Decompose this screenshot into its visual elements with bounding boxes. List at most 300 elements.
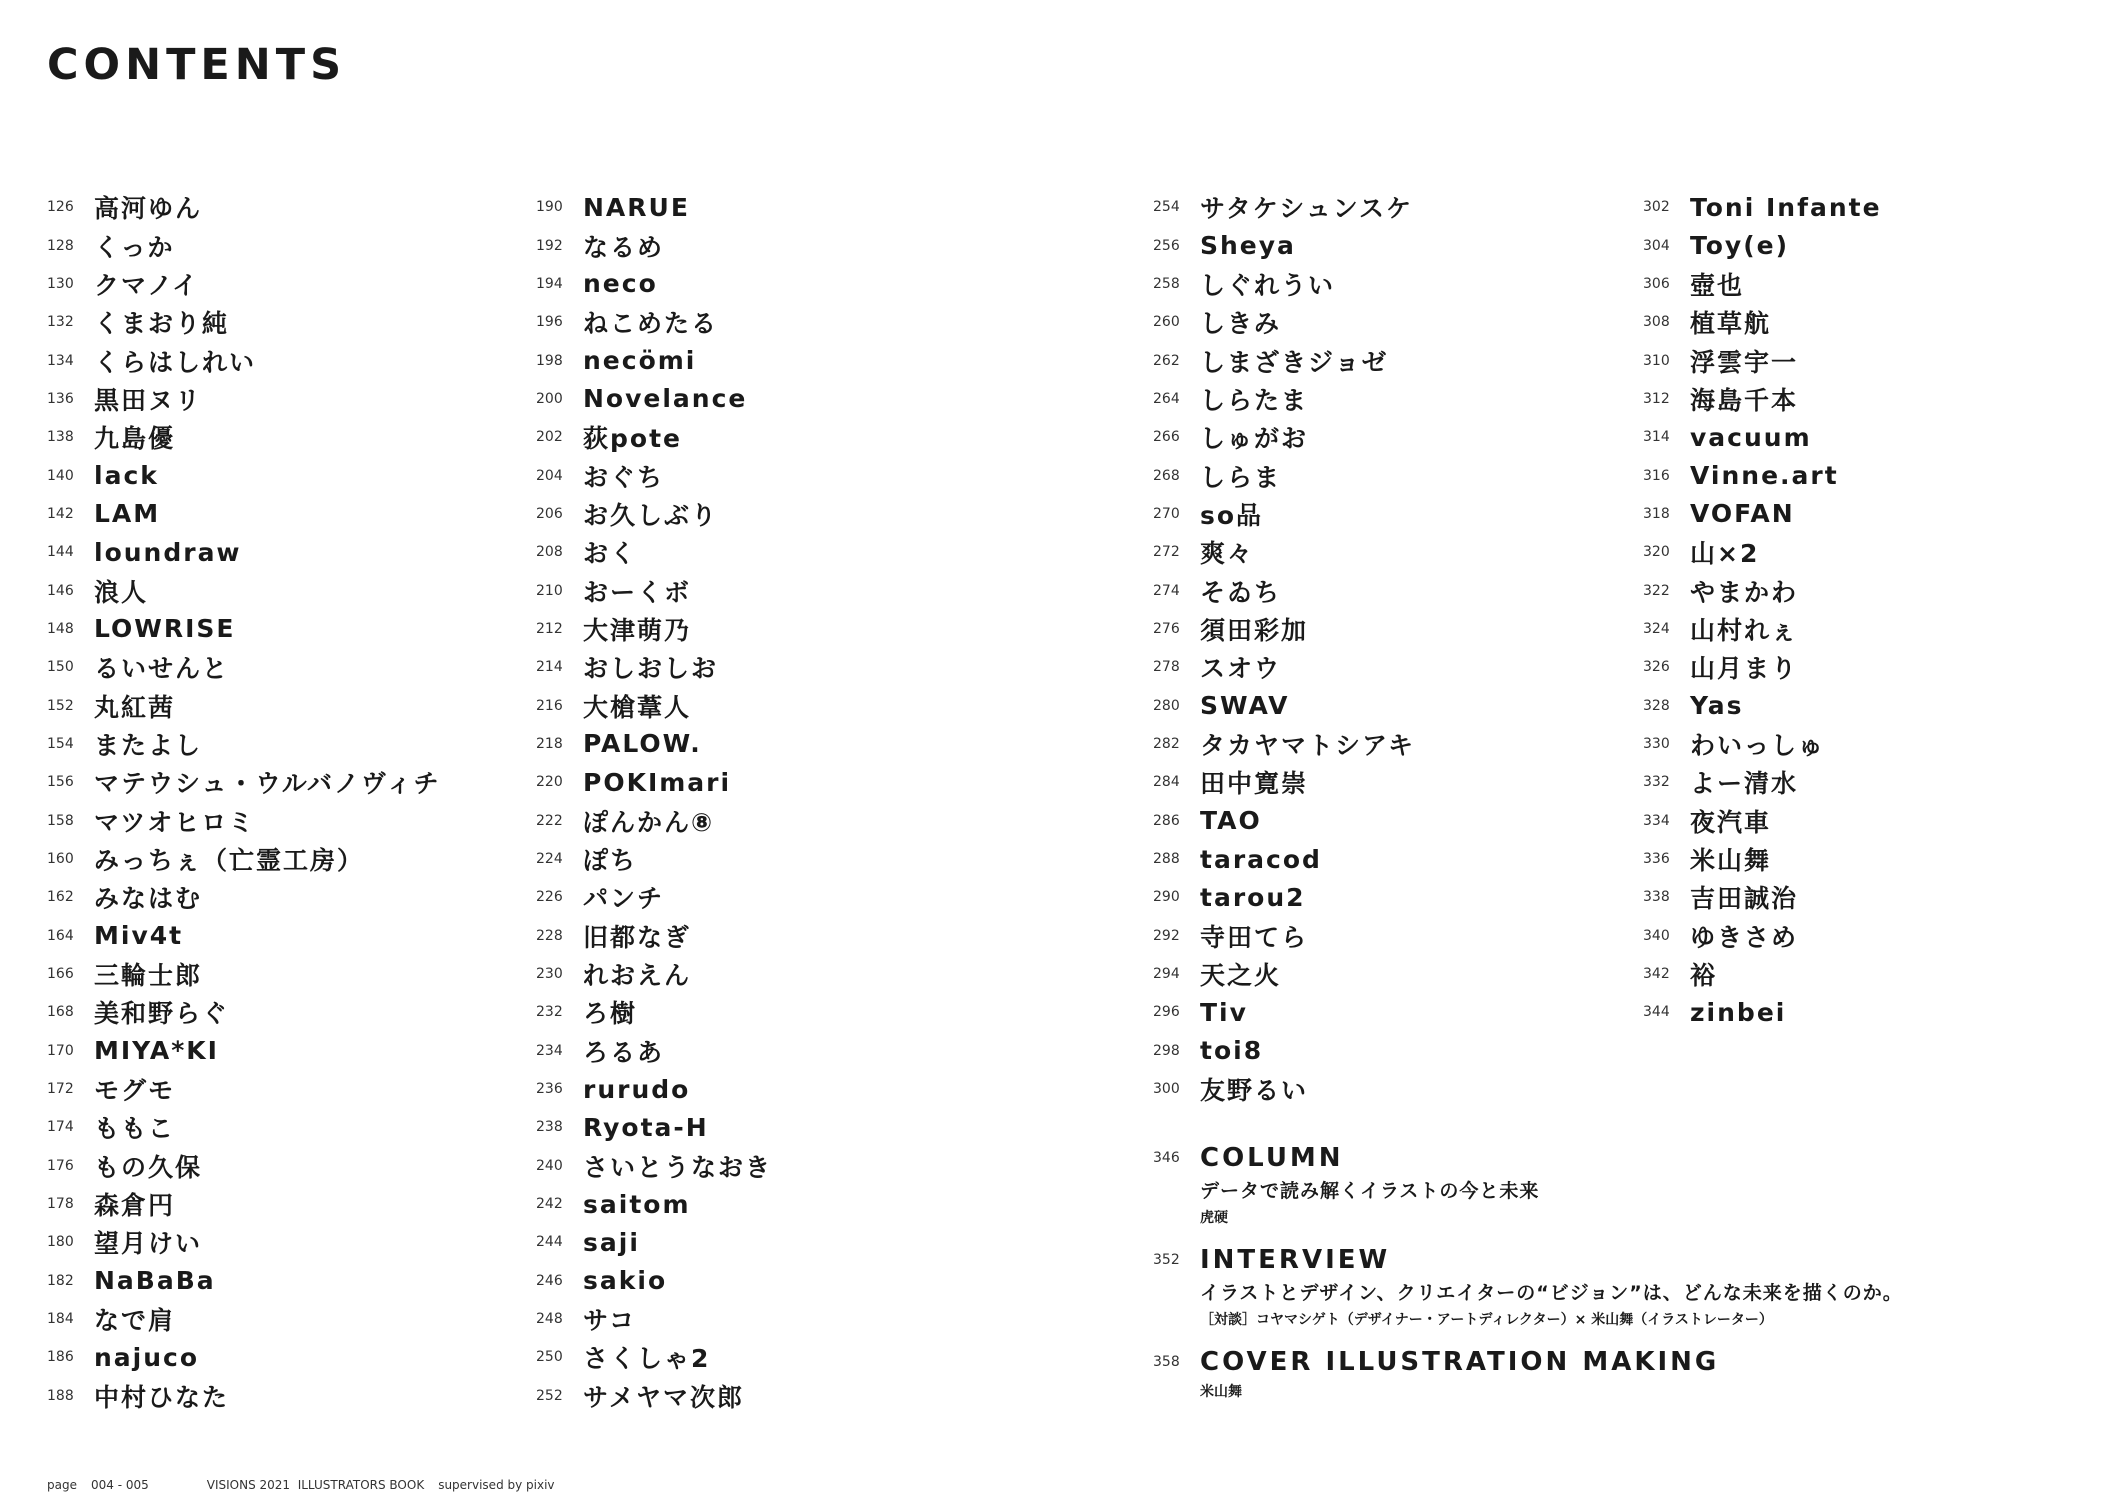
entry-artist-name: スオウ (1200, 654, 1282, 684)
entry-artist-name: 天之火 (1200, 961, 1282, 991)
entry-artist-name: くっか (94, 232, 175, 262)
entry-artist-name: パンチ (583, 884, 665, 914)
entry-artist-name: みなはむ (94, 884, 203, 914)
feature-credit: 虎硬 (1200, 1210, 1228, 1226)
feature-title: COLUMN (1200, 1143, 1344, 1173)
entry-artist-name: 大津萌乃 (583, 615, 692, 645)
contents-entry (1153, 1070, 1415, 1108)
contents-entry (536, 802, 772, 840)
entry-artist-name: rurudo (583, 1074, 691, 1104)
contents-entry (47, 993, 441, 1031)
contents-entry (1643, 341, 1882, 379)
contents-entry (1643, 610, 1882, 648)
entry-artist-name: くまおり純 (94, 309, 230, 339)
entry-artist-name: 森倉円 (94, 1191, 176, 1221)
contents-entry (536, 1147, 772, 1185)
entry-page-number: 230 (536, 966, 563, 983)
entry-artist-name: taracod (1200, 844, 1322, 874)
contents-entry (1643, 763, 1882, 801)
entry-artist-name: るいせんと (94, 654, 230, 684)
entry-page-number: 248 (536, 1311, 563, 1328)
contents-entry (536, 188, 772, 226)
contents-entry (47, 878, 441, 916)
contents-entry (47, 1147, 441, 1185)
entry-artist-name: 山月まり (1690, 654, 1799, 684)
contents-entry (536, 265, 772, 303)
contents-entry (47, 1032, 441, 1070)
entry-artist-name: 九島優 (94, 424, 176, 454)
entry-page-number: 182 (47, 1272, 74, 1289)
contents-entry (47, 341, 441, 379)
entry-artist-name: ろ樹 (583, 999, 638, 1029)
entry-artist-name: ゆきさめ (1690, 922, 1799, 952)
feature-credit: 米山舞 (1200, 1384, 1242, 1400)
entry-page-number: 138 (47, 429, 74, 446)
entry-page-number: 222 (536, 812, 563, 829)
entry-page-number: 238 (536, 1119, 563, 1136)
entry-page-number: 334 (1643, 812, 1670, 829)
entry-page-number: 286 (1153, 812, 1180, 829)
entry-page-number: 270 (1153, 505, 1180, 522)
entry-page-number: 260 (1153, 314, 1180, 331)
contents-entry (536, 1262, 772, 1300)
contents-entry (1643, 380, 1882, 418)
entry-artist-name: 友野るい (1200, 1076, 1309, 1106)
contents-entry (1153, 725, 1415, 763)
entry-artist-name: Yas (1690, 691, 1744, 721)
entry-page-number: 154 (47, 735, 74, 752)
entry-page-number: 308 (1643, 314, 1670, 331)
contents-entry (1153, 303, 1415, 341)
entry-page-number: 166 (47, 966, 74, 983)
entry-artist-name: LOWRISE (94, 614, 236, 644)
features-section (1153, 1140, 1953, 1416)
entry-page-number: 296 (1153, 1004, 1180, 1021)
entry-artist-name: vacuum (1690, 422, 1812, 452)
entry-page-number: 290 (1153, 889, 1180, 906)
entry-artist-name: 山×2 (1690, 539, 1760, 569)
entry-page-number: 188 (47, 1387, 74, 1404)
contents-entry (536, 1223, 772, 1261)
entry-artist-name: tarou2 (1200, 882, 1306, 912)
entry-artist-name: しきみ (1200, 309, 1282, 339)
feature-page-number: 352 (1153, 1252, 1180, 1268)
entry-artist-name: Novelance (583, 384, 748, 414)
entry-page-number: 152 (47, 697, 74, 714)
entry-artist-name: サタケシュンスケ (1200, 194, 1414, 224)
entry-artist-name: なるめ (583, 232, 665, 262)
contents-entry (536, 1070, 772, 1108)
entry-artist-name: 丸紅茜 (94, 692, 176, 722)
contents-entry (1643, 802, 1882, 840)
contents-entry (47, 648, 441, 686)
entry-page-number: 216 (536, 697, 563, 714)
entry-page-number: 190 (536, 199, 563, 216)
footer-supervised: supervised by pixiv (438, 1478, 555, 1492)
contents-entry (1643, 648, 1882, 686)
contents-entry (47, 686, 441, 724)
entry-page-number: 210 (536, 582, 563, 599)
contents-entry (1643, 495, 1882, 533)
entry-artist-name: lack (94, 461, 159, 491)
contents-entry (536, 1185, 772, 1223)
entry-page-number: 168 (47, 1004, 74, 1021)
entry-page-number: 300 (1153, 1081, 1180, 1098)
entry-page-number: 170 (47, 1042, 74, 1059)
contents-entry (1643, 303, 1882, 341)
entry-artist-name: NaBaBa (94, 1266, 216, 1296)
entry-page-number: 340 (1643, 927, 1670, 944)
contents-entry (47, 495, 441, 533)
contents-entry (1153, 265, 1415, 303)
footer-page-label: page (47, 1478, 77, 1492)
contents-column-4 (1643, 188, 1882, 1032)
entry-page-number: 178 (47, 1196, 74, 1213)
footer-page-range: 004 - 005 (90, 1478, 149, 1492)
contents-entry (47, 1377, 441, 1415)
entry-artist-name: 寺田てら (1200, 922, 1309, 952)
entry-artist-name: しゅがお (1200, 424, 1309, 454)
entry-page-number: 338 (1643, 889, 1670, 906)
entry-artist-name: マツオヒロミ (94, 807, 256, 837)
entry-artist-name: ももこ (94, 1114, 176, 1144)
entry-page-number: 264 (1153, 390, 1180, 407)
entry-page-number: 150 (47, 659, 74, 676)
entry-page-number: 202 (536, 429, 563, 446)
contents-entry (536, 993, 772, 1031)
entry-artist-name: neco (583, 269, 658, 299)
contents-entry (536, 725, 772, 763)
entry-page-number: 232 (536, 1004, 563, 1021)
contents-entry (1153, 495, 1415, 533)
entry-page-number: 132 (47, 314, 74, 331)
entry-page-number: 302 (1643, 199, 1670, 216)
entry-page-number: 198 (536, 352, 563, 369)
entry-artist-name: 高河ゆん (94, 194, 203, 224)
entry-artist-name: necömi (583, 346, 697, 376)
entry-page-number: 288 (1153, 851, 1180, 868)
entry-page-number: 186 (47, 1349, 74, 1366)
contents-entry (536, 917, 772, 955)
entry-artist-name: 浪人 (94, 577, 149, 607)
contents-entry (1153, 993, 1415, 1031)
entry-page-number: 336 (1643, 851, 1670, 868)
contents-entry (536, 878, 772, 916)
contents-entry (1643, 993, 1882, 1031)
entry-page-number: 172 (47, 1081, 74, 1098)
entry-artist-name: わいっしゅ (1690, 730, 1826, 760)
entry-artist-name: よー清水 (1690, 769, 1799, 799)
entry-page-number: 158 (47, 812, 74, 829)
entry-artist-name: Miv4t (94, 921, 184, 951)
entry-page-number: 234 (536, 1042, 563, 1059)
entry-artist-name: 中村ひなた (94, 1382, 230, 1412)
entry-page-number: 126 (47, 199, 74, 216)
contents-entry (1153, 878, 1415, 916)
entry-page-number: 218 (536, 735, 563, 752)
entry-artist-name: さいとうなおき (583, 1152, 773, 1182)
contents-entry (47, 265, 441, 303)
entry-artist-name: おしおしお (583, 654, 719, 684)
entry-artist-name: ろるあ (583, 1037, 665, 1067)
entry-page-number: 292 (1153, 927, 1180, 944)
entry-page-number: 224 (536, 851, 563, 868)
contents-entry (47, 418, 441, 456)
feature-title: COVER ILLUSTRATION MAKING (1200, 1347, 1720, 1377)
entry-page-number: 240 (536, 1157, 563, 1174)
entry-artist-name: 旧都なぎ (583, 922, 692, 952)
entry-page-number: 304 (1643, 237, 1670, 254)
contents-entry (536, 495, 772, 533)
entry-artist-name: 荻pote (583, 424, 682, 454)
entry-artist-name: TAO (1200, 806, 1262, 836)
entry-artist-name: しらたま (1200, 385, 1309, 415)
contents-entry (1153, 456, 1415, 494)
entry-artist-name: MIYA*KI (94, 1036, 219, 1066)
entry-page-number: 196 (536, 314, 563, 331)
entry-page-number: 192 (536, 237, 563, 254)
entry-artist-name: モグモ (94, 1076, 176, 1106)
entry-page-number: 332 (1643, 774, 1670, 791)
contents-entry (1643, 226, 1882, 264)
entry-artist-name: なで肩 (94, 1306, 176, 1336)
contents-entry (536, 763, 772, 801)
entry-artist-name: もの久保 (94, 1152, 203, 1182)
entry-artist-name: 山村れぇ (1690, 615, 1799, 645)
entry-page-number: 142 (47, 505, 74, 522)
entry-page-number: 128 (47, 237, 74, 254)
entry-artist-name: 海島千本 (1690, 385, 1799, 415)
entry-artist-name: れおえん (583, 961, 692, 991)
entry-artist-name: ぽち (583, 846, 638, 876)
feature-subtitle: データで読み解くイラストの今と未来 (1200, 1180, 1540, 1202)
entry-page-number: 252 (536, 1387, 563, 1404)
entry-page-number: 246 (536, 1272, 563, 1289)
contents-entry (47, 226, 441, 264)
contents-entry (1153, 648, 1415, 686)
contents-entry (1643, 840, 1882, 878)
feature-cover-making (1153, 1344, 1953, 1404)
entry-page-number: 242 (536, 1196, 563, 1213)
contents-entry (47, 840, 441, 878)
entry-page-number: 310 (1643, 352, 1670, 369)
entry-artist-name: PALOW. (583, 729, 702, 759)
contents-entry (1643, 917, 1882, 955)
footer-book-title: VISIONS 2021 ILLUSTRATORS BOOK (206, 1478, 425, 1492)
contents-entry (1153, 188, 1415, 226)
entry-page-number: 156 (47, 774, 74, 791)
entry-page-number: 250 (536, 1349, 563, 1366)
contents-entry (47, 571, 441, 609)
entry-page-number: 256 (1153, 237, 1180, 254)
entry-artist-name: おぐち (583, 462, 665, 492)
contents-entry (1643, 725, 1882, 763)
entry-artist-name: 裕 (1690, 961, 1718, 991)
contents-entry (536, 303, 772, 341)
entry-page-number: 284 (1153, 774, 1180, 791)
entry-artist-name: sakio (583, 1266, 668, 1296)
entry-page-number: 174 (47, 1119, 74, 1136)
entry-page-number: 206 (536, 505, 563, 522)
entry-page-number: 278 (1153, 659, 1180, 676)
contents-entry (1643, 571, 1882, 609)
contents-entry (47, 456, 441, 494)
entry-artist-name: 植草航 (1690, 309, 1772, 339)
contents-entry (47, 955, 441, 993)
entry-artist-name: しまざきジョゼ (1200, 347, 1389, 377)
contents-entry (47, 1223, 441, 1261)
entry-artist-name: 望月けい (94, 1229, 203, 1259)
entry-artist-name: Toni Infante (1690, 192, 1882, 222)
contents-entry (47, 1262, 441, 1300)
contents-entry (47, 380, 441, 418)
contents-entry (1153, 610, 1415, 648)
entry-page-number: 318 (1643, 505, 1670, 522)
entry-page-number: 312 (1643, 390, 1670, 407)
entry-artist-name: おく (583, 539, 638, 569)
contents-column-3 (1153, 188, 1415, 1108)
contents-entry (1643, 878, 1882, 916)
entry-page-number: 200 (536, 390, 563, 407)
contents-column-2 (536, 188, 772, 1415)
contents-entry (47, 1108, 441, 1146)
contents-entry (47, 1338, 441, 1376)
contents-entry (47, 763, 441, 801)
contents-entry (1153, 571, 1415, 609)
entry-page-number: 314 (1643, 429, 1670, 446)
entry-page-number: 274 (1153, 582, 1180, 599)
entry-artist-name: 壺也 (1690, 270, 1745, 300)
contents-entry (536, 1377, 772, 1415)
contents-entry (1153, 380, 1415, 418)
contents-entry (536, 380, 772, 418)
entry-artist-name: みっちぇ（亡霊工房） (94, 846, 365, 876)
entry-artist-name: サメヤマ次郎 (583, 1382, 745, 1412)
contents-entry (47, 1300, 441, 1338)
entry-page-number: 144 (47, 544, 74, 561)
entry-artist-name: 黒田ヌリ (94, 385, 203, 415)
entry-page-number: 220 (536, 774, 563, 791)
entry-page-number: 280 (1153, 697, 1180, 714)
contents-entry (1643, 533, 1882, 571)
entry-artist-name: そゐち (1200, 577, 1282, 607)
entry-artist-name: しらま (1200, 462, 1282, 492)
entry-page-number: 276 (1153, 620, 1180, 637)
entry-artist-name: 三輪士郎 (94, 961, 203, 991)
contents-entry (47, 610, 441, 648)
contents-entry (1643, 686, 1882, 724)
contents-entry (1153, 763, 1415, 801)
entry-artist-name: Tiv (1200, 997, 1248, 1027)
entry-page-number: 326 (1643, 659, 1670, 676)
feature-title: INTERVIEW (1200, 1245, 1391, 1275)
feature-column (1153, 1140, 1953, 1230)
entry-page-number: 136 (47, 390, 74, 407)
contents-entry (536, 1338, 772, 1376)
entry-page-number: 146 (47, 582, 74, 599)
entry-artist-name: ぽんかん⑧ (583, 807, 715, 837)
entry-artist-name: おーくボ (583, 577, 692, 607)
contents-entry (1153, 1032, 1415, 1070)
entry-artist-name: Sheya (1200, 231, 1296, 261)
contents-entry (536, 955, 772, 993)
contents-entry (1643, 456, 1882, 494)
contents-entry (1153, 917, 1415, 955)
contents-entry (536, 571, 772, 609)
entry-page-number: 344 (1643, 1004, 1670, 1021)
entry-artist-name: loundraw (94, 537, 242, 567)
entry-page-number: 322 (1643, 582, 1670, 599)
entry-artist-name: やまかわ (1690, 577, 1799, 607)
entry-page-number: 212 (536, 620, 563, 637)
entry-page-number: 298 (1153, 1042, 1180, 1059)
contents-entry (536, 686, 772, 724)
entry-artist-name: しぐれうい (1200, 270, 1336, 300)
contents-entry (1153, 418, 1415, 456)
entry-artist-name: クマノイ (94, 270, 200, 300)
contents-entry (1153, 686, 1415, 724)
contents-entry (1153, 533, 1415, 571)
entry-page-number: 324 (1643, 620, 1670, 637)
entry-artist-name: NARUE (583, 192, 690, 222)
entry-artist-name: くらはしれい (94, 347, 257, 377)
contents-entry (1643, 955, 1882, 993)
contents-entry (1153, 226, 1415, 264)
page-title: CONTENTS (47, 40, 347, 90)
entry-artist-name: LAM (94, 499, 161, 529)
entry-page-number: 272 (1153, 544, 1180, 561)
contents-entry (47, 1185, 441, 1223)
entry-artist-name: VOFAN (1690, 499, 1795, 529)
contents-entry (47, 188, 441, 226)
entry-artist-name: saitom (583, 1189, 691, 1219)
contents-entry (47, 533, 441, 571)
entry-artist-name: 田中寛崇 (1200, 769, 1309, 799)
entry-page-number: 164 (47, 927, 74, 944)
contents-entry (536, 226, 772, 264)
contents-entry (536, 840, 772, 878)
entry-artist-name: 美和野らぐ (94, 999, 230, 1029)
entry-page-number: 320 (1643, 544, 1670, 561)
entry-artist-name: マテウシュ・ウルバノヴィチ (94, 769, 441, 799)
feature-credit: ［対談］コヤマシゲト（デザイナー・アートディレクター）× 米山舞（イラストレーター） (1200, 1312, 1773, 1328)
entry-page-number: 184 (47, 1311, 74, 1328)
entry-page-number: 208 (536, 544, 563, 561)
entry-page-number: 342 (1643, 966, 1670, 983)
contents-column-1 (47, 188, 441, 1415)
entry-page-number: 262 (1153, 352, 1180, 369)
entry-page-number: 258 (1153, 275, 1180, 292)
entry-page-number: 282 (1153, 735, 1180, 752)
contents-entry (47, 917, 441, 955)
contents-entry (536, 1108, 772, 1146)
entry-artist-name: 須田彩加 (1200, 615, 1309, 645)
entry-artist-name: またよし (94, 730, 203, 760)
contents-entry (1153, 341, 1415, 379)
entry-page-number: 194 (536, 275, 563, 292)
entry-page-number: 214 (536, 659, 563, 676)
entry-artist-name: 大槍葦人 (583, 692, 692, 722)
entry-artist-name: Ryota-H (583, 1112, 709, 1142)
entry-page-number: 254 (1153, 199, 1180, 216)
entry-artist-name: 爽々 (1200, 539, 1255, 569)
entry-page-number: 244 (536, 1234, 563, 1251)
feature-page-number: 346 (1153, 1150, 1180, 1166)
contents-entry (1643, 265, 1882, 303)
entry-page-number: 236 (536, 1081, 563, 1098)
contents-entry (536, 1300, 772, 1338)
entry-artist-name: so品 (1200, 500, 1264, 530)
